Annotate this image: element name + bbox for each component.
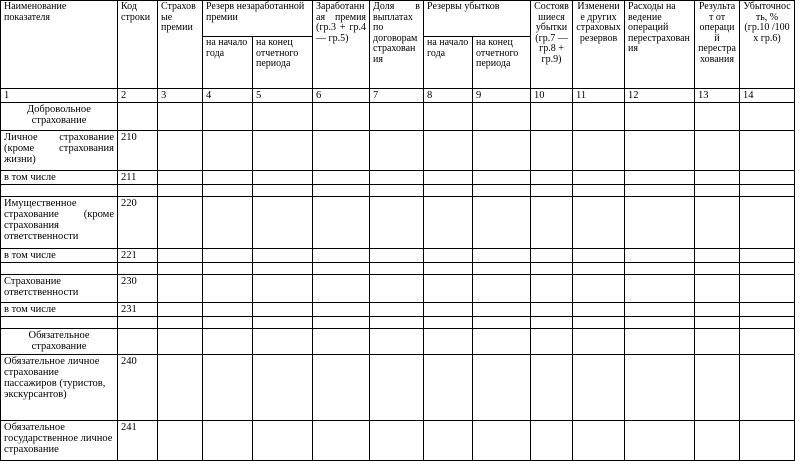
column-number: 1 — [1, 89, 118, 103]
row-code: 221 — [118, 249, 158, 263]
table-row — [1, 317, 795, 329]
column-number: 4 — [203, 89, 253, 103]
row-code — [118, 103, 158, 131]
row-label: Обязательное личное страхование пассажиров (туристов, экскурсантов) — [1, 355, 118, 421]
col-header-code: Код строки — [118, 1, 158, 89]
row-label: Добровольное страхование — [1, 103, 118, 131]
row-label: Страхование ответственности — [1, 275, 118, 303]
column-number: 8 — [424, 89, 473, 103]
table-row — [1, 355, 795, 421]
row-code: 210 — [118, 131, 158, 171]
row-code: 240 — [118, 355, 158, 421]
col-header-loss-reserves: Резервы убытков — [424, 1, 531, 37]
col-header-reinsurance-result: Результат от операций перестрахования — [695, 1, 740, 89]
row-label: в том числе — [1, 303, 118, 317]
column-number: 3 — [158, 89, 203, 103]
row-code: 231 — [118, 303, 158, 317]
header-row-1 — [1, 1, 795, 37]
table-row — [1, 421, 795, 461]
col-header-reserve-unearned: Резерв незаработанной премии — [203, 1, 313, 37]
row-label: в том числе — [1, 171, 118, 185]
table-row — [1, 303, 795, 317]
table-row — [1, 185, 795, 197]
table-row — [1, 131, 795, 171]
col-header-incurred-losses: Состоявшиеся убытки (гр.7 — гр.8 + гр.9) — [531, 1, 573, 89]
column-number: 13 — [695, 89, 740, 103]
row-label — [1, 317, 118, 329]
row-code: 220 — [118, 197, 158, 249]
row-label: Личное страхование (кроме страхования жизни) — [1, 131, 118, 171]
row-code: 230 — [118, 275, 158, 303]
col-header-loss-reserves-start: на начало года — [424, 37, 473, 89]
row-label: в том числе — [1, 249, 118, 263]
row-code: 211 — [118, 171, 158, 185]
col-header-name: Наименование показателя — [1, 1, 118, 89]
col-header-loss-ratio: Убыточность, % (гр.10 /100 х гр.6) — [740, 1, 795, 89]
col-header-premiums: Страховые премии — [158, 1, 203, 89]
col-header-reserve-unearned-end: на конец отчетного периода — [253, 37, 313, 89]
column-number: 14 — [740, 89, 795, 103]
col-header-reserve-unearned-start: на начало года — [203, 37, 253, 89]
column-number: 9 — [473, 89, 531, 103]
table-row — [1, 329, 795, 355]
table-row — [1, 263, 795, 275]
row-label — [1, 185, 118, 197]
col-header-other-reserves: Изменение других страховых резервов — [573, 1, 625, 89]
row-label: Обязательное страхование — [1, 329, 118, 355]
row-code — [118, 329, 158, 355]
column-number: 11 — [573, 89, 625, 103]
column-number: 5 — [253, 89, 313, 103]
row-code: 241 — [118, 421, 158, 461]
column-number: 10 — [531, 89, 573, 103]
row-label: Имущественное страхование (кроме страхования ответственности — [1, 197, 118, 249]
row-code — [118, 185, 158, 197]
column-number: 2 — [118, 89, 158, 103]
table-row — [1, 275, 795, 303]
table-row — [1, 197, 795, 249]
col-header-earned: Заработанная премия (гр.3 + гр.4 — гр.5) — [313, 1, 370, 89]
table-row — [1, 249, 795, 263]
col-header-share-payments: Доля в выплатах по договорам страхования — [370, 1, 424, 89]
column-number-row — [1, 89, 795, 103]
col-header-loss-reserves-end: на конец отчетного периода — [473, 37, 531, 89]
row-code — [118, 317, 158, 329]
row-code — [118, 263, 158, 275]
column-number: 6 — [313, 89, 370, 103]
table-row — [1, 103, 795, 131]
row-label — [1, 263, 118, 275]
row-label: Обязательное государственное личное страхование — [1, 421, 118, 461]
column-number: 7 — [370, 89, 424, 103]
table-row — [1, 171, 795, 185]
column-number: 12 — [625, 89, 695, 103]
col-header-reinsurance-expenses: Расходы на ведение операций перестрахования — [625, 1, 695, 89]
